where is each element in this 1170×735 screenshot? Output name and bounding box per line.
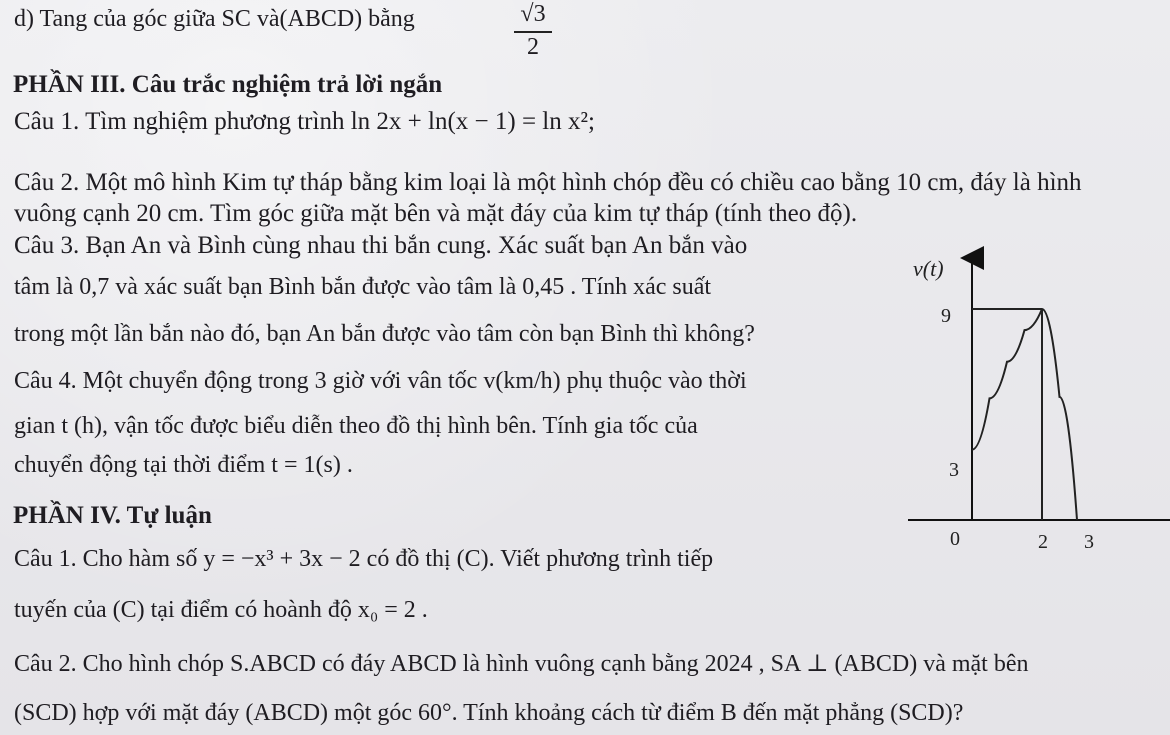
part-iii-question-4-line-3: chuyển động tại thời điểm t = 1(s) . xyxy=(14,452,353,478)
x-tick-label-3: 3 xyxy=(1084,531,1094,553)
fraction-denominator: 2 xyxy=(527,34,539,60)
part-iii-question-2-line-1: Câu 2. Một mô hình Kim tự tháp bằng kim loại là một hình chóp đều có chiều cao bằng 10 cm, đáy là hình xyxy=(14,169,1082,196)
part-iii-question-1: Câu 1. Tìm nghiệm phương trình ln 2x + ln(x − 1) = ln x²; xyxy=(14,108,595,135)
part-iii-question-4-line-2: gian t (h), vận tốc được biểu diễn theo đồ thị hình bên. Tính gia tốc của xyxy=(14,413,698,439)
y-tick-label-3: 3 xyxy=(949,459,959,481)
fraction-numerator: √3 xyxy=(520,1,546,27)
question-d-prefix: d) Tang của góc giữa SC và(ABCD) bằng xyxy=(14,6,415,32)
y-tick-label-9: 9 xyxy=(941,305,951,327)
part-iv-question-2-line-2: (SCD) hợp với mặt đáy (ABCD) một góc 60°. Tính khoảng cách từ điểm B đến mặt phẳng (SCD)? xyxy=(14,700,964,726)
part-iii-question-4-line-1: Câu 4. Một chuyển động trong 3 giờ với vân tốc v(km/h) phụ thuộc vào thời xyxy=(14,368,747,394)
part-iii-question-3-line-3: trong một lần bắn nào đó, bạn An bắn được vào tâm còn bạn Bình thì không? xyxy=(14,321,755,347)
part-iii-question-2-line-2: vuông cạnh 20 cm. Tìm góc giữa mặt bên và mặt đáy của kim tự tháp (tính theo độ). xyxy=(14,200,858,227)
y-axis-label: v(t) xyxy=(913,256,944,281)
x-tick-label-2: 2 xyxy=(1038,531,1048,553)
part-iv-question-1-line-1: Câu 1. Cho hàm số y = −x³ + 3x − 2 có đồ thị (C). Viết phương trình tiếp xyxy=(14,546,714,572)
part-iii-question-3-line-1: Câu 3. Bạn An và Bình cùng nhau thi bắn cung. Xác suất bạn An bắn vào xyxy=(14,232,748,259)
part-iii-question-3-line-2: tâm là 0,7 và xác suất bạn Bình bắn được vào tâm là 0,45 . Tính xác suất xyxy=(14,274,712,300)
velocity-curve xyxy=(972,309,1077,520)
part-iv-question-1-line-2: tuyến của (C) tại điểm có hoành độ x₀ = 2 . xyxy=(14,597,428,623)
part-iv-question-2-line-1: Câu 2. Cho hình chóp S.ABCD có đáy ABCD là hình vuông cạnh bằng 2024 , SA ⊥ (ABCD) và mặt bên xyxy=(14,651,1029,677)
part-iv-heading: PHẦN IV. Tự luận xyxy=(13,502,212,529)
origin-label: 0 xyxy=(950,528,960,550)
part-iii-heading: PHẦN III. Câu trắc nghiệm trả lời ngắn xyxy=(13,71,443,98)
